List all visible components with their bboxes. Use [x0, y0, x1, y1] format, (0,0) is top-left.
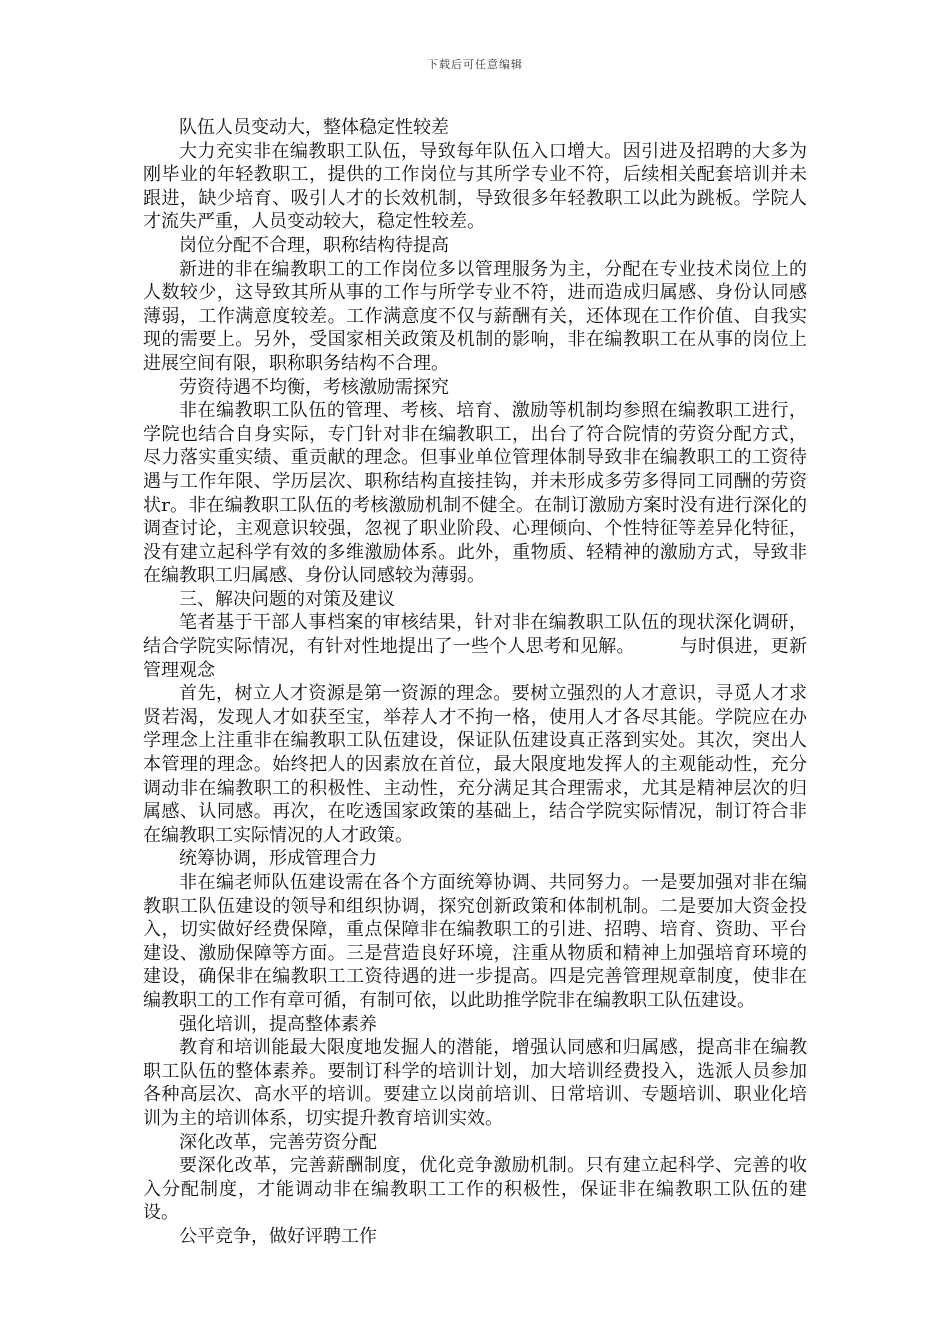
section-heading: 强化培训，提高整体素养 [179, 1013, 377, 1035]
body-paragraph: 新进的非在编教职工的工作岗位多以管理服务为主，分配在专业技术岗位上的人数较少，这导致其所从事的工作与所学专业不符，进而造成归属感、身份认同感薄弱，工作满意度较差。工作满意度不仅与薪酬有关，还体现在工作价值、自我实现的需要上。另外，受国家相关政策及机制的影响，非在编教职工在从事的岗位上进展空间有限，职称职务结构不合理。 [143, 258, 807, 374]
section-heading: 三、解决问题的对策及建议 [179, 588, 395, 610]
body-paragraph: 大力充实非在编教职工队伍，导致每年队伍入口增大。因引进及招聘的大多为刚毕业的年轻教职工，提供的工作岗位与其所学专业不符，后续相关配套培训并未跟进，缺少培育、吸引人才的长效机制，导致很多年轻教职工以此为跳板。学院人才流失严重，人员变动较大，稳定性较差。 [143, 140, 807, 233]
section-heading: 队伍人员变动大，整体稳定性较差 [179, 117, 449, 138]
body-paragraph: 非在编教职工队伍的管理、考核、培育、激励等机制均参照在编教职工进行，学院也结合自身实际，专门针对非在编教职工，出台了符合院情的劳资分配方式，尽力落实重实绩、重贡献的理念。但事业单位管理体制导致非在编教职工的工资待遇与工作年限、学历层次、职称结构直接挂钩，并未形成多劳多得同工同酬的劳资状r。非在编教职工队伍的考核激励机制不健全。在制订激励方案时没有进行深化的调查讨论，主观意识较强，忽视了职业阶段、心理倾向、个性特征等差异化特征，没有建立起科学有效的多维激励体系。此外，重物质、轻精神的激励方式，导致非在编教职工归属感、身份认同感较为薄弱。 [143, 400, 807, 587]
section-heading: 岗位分配不合理，职称结构待提高 [179, 234, 449, 256]
section-heading: 深化改革，完善劳资分配 [179, 1131, 377, 1153]
section-heading: 公平竞争，做好评聘工作 [179, 1225, 377, 1247]
inline-section-heading: 与时俱进，更新管理观念 [143, 636, 808, 681]
page-header: 下载后可任意编辑 [427, 58, 523, 71]
body-paragraph: 首先，树立人才资源是第一资源的理念。要树立强烈的人才意识，寻觅人才求贤若渴，发现人才如获至宝，举荐人才不拘一格，使用人才各尽其能。学院应在办学理念上注重非在编教职工队伍建设，保证队伍建设真正落到实处。其次，突出人本管理的理念。始终把人的因素放在首位，最大限度地发挥人的主观能动性，充分调动非在编教职工的积极性、主动性，充分满足其合理需求，尤其是精神层次的归属感、认同感。再次，在吃透国家政策的基础上，结合学院实际情况，制订符合非在编教职工实际情况的人才政策。 [143, 683, 807, 846]
section-heading: 劳资待遇不均衡，考核激励需探究 [179, 376, 449, 398]
body-paragraph-text: 笔者基于干部人事档案的审核结果，针对非在编教职工队伍的现状深化调研，结合学院实际情况，有针对性地提出了一些个人思考和见解。 [143, 612, 807, 658]
document-body [143, 116, 807, 1249]
body-paragraph: 非在编老师队伍建设需在各个方面统筹协调、共同努力。一是要加强对非在编教职工队伍建设的领导和组织协调，探究创新政策和体制机制。二是要加大资金投入，切实做好经费保障，重点保障非在编教职工的引进、招聘、培育、资助、平台建设、激励保障等方面。三是营造良好环境，注重从物质和精神上加强培育环境的建设，确保非在编教职工工资待遇的进一步提高。四是完善管理规章制度，使非在编教职工的工作有章可循，有制可依，以此助推学院非在编教职工队伍建设。 [143, 872, 807, 1011]
section-heading: 统筹协调，形成管理合力 [179, 848, 377, 870]
body-paragraph: 要深化改革，完善薪酬制度，优化竞争激励机制。只有建立起科学、完善的收入分配制度，才能调动非在编教职工工作的积极性，保证非在编教职工队伍的建设。 [143, 1155, 807, 1224]
body-paragraph-with-inline-heading [143, 611, 807, 682]
body-paragraph: 教育和培训能最大限度地发掘人的潜能，增强认同感和归属感，提高非在编教职工队伍的整体素养。要制订科学的培训计划，加大培训经费投入，选派人员参加各种高层次、高水平的培训。要建立以岗前培训、日常培训、专题培训、职业化培训为主的培训体系，切实提升教育培训实效。 [143, 1037, 807, 1129]
